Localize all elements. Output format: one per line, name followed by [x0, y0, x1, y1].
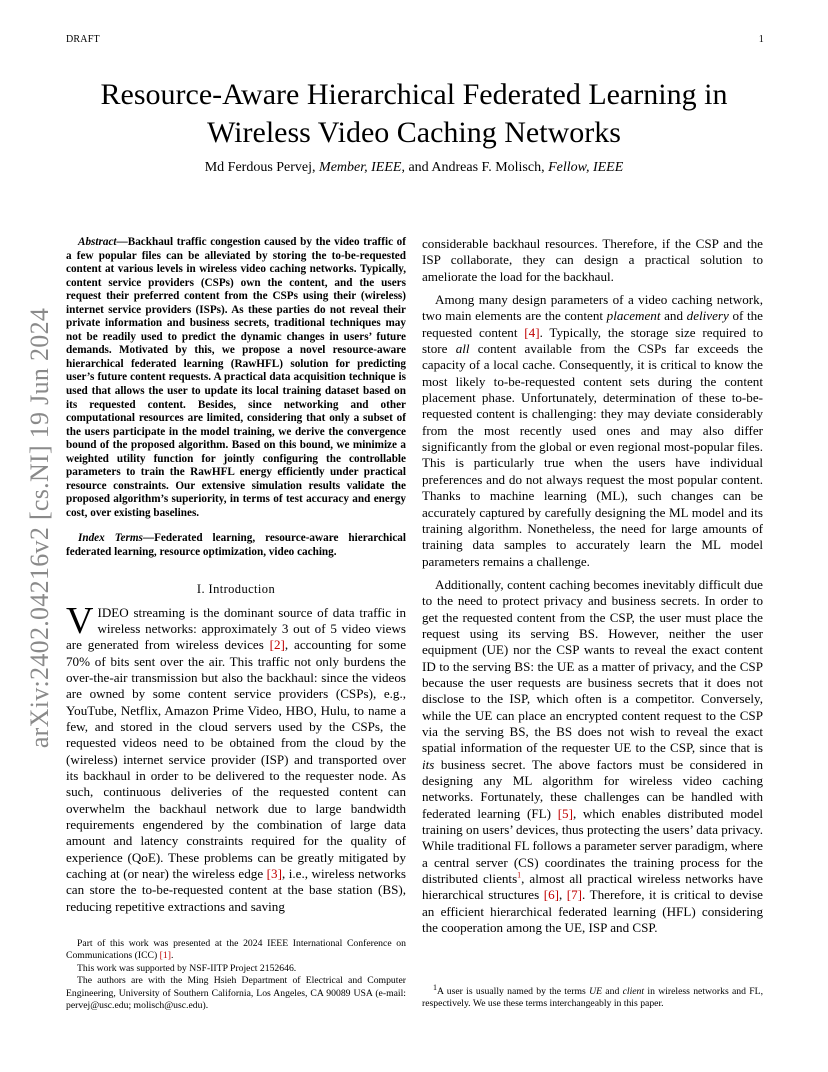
- footnote-affiliation: The authors are with the Ming Hsieh Department of Electrical and Computer Engineering, University of Southern California, Los Angeles, CA 90089 USA (e-mail: pervej@usc.edu; molisch@usc.edu).: [66, 975, 406, 1012]
- arxiv-stamp: [20, 300, 60, 756]
- fn1-b: and: [602, 986, 623, 997]
- rp1-b: of the requested content: [422, 308, 763, 340]
- title-line-1: Resource-Aware Hierarchical Federated Learning in: [100, 78, 728, 111]
- index-terms-label: Index Terms: [78, 532, 143, 545]
- abstract: [66, 236, 406, 520]
- fn1-c: in wireless networks and FL, respectively. We use these terms interchangeably in this paper.: [422, 986, 763, 1010]
- paper-title: [40, 76, 788, 152]
- fn1-a: A user is usually named by the terms: [437, 986, 590, 997]
- rp2-c: , which enables distributed model training on users’ devices, thus protecting the users’ data privacy. While traditional FL follows a parameter server paradigm, where a central server (CS) coordinates the training process for the distributed clients: [422, 805, 764, 887]
- abstract-label: Abstract: [78, 236, 117, 248]
- drop-cap: V: [66, 599, 94, 642]
- citation-1[interactable]: [1]: [159, 950, 171, 962]
- rp2-e: . Therefore, it is critical to devise an efficient hierarchical federated learning (HFL) considering the cooperation among the UE, ISP and CSP.: [422, 887, 763, 936]
- right-paragraph-0: considerable backhaul resources. Therefore, if the CSP and the ISP collaborate, they can design a practical solution to ameliorate the load for the backhaul.: [422, 236, 763, 284]
- footnote-marker-1[interactable]: 1: [517, 870, 522, 880]
- left-footnotes: [66, 938, 406, 1012]
- rp1-c: . Typically, the storage size required to store: [422, 324, 763, 357]
- right-paragraph-1: [422, 292, 763, 570]
- right-column: [422, 236, 763, 936]
- intro-text-c: , i.e., wireless networks can store the to-be-requested content at the base station (BS), reducing repetitive extractions and saving: [66, 866, 406, 914]
- citation-3[interactable]: [3]: [266, 866, 282, 882]
- citation-4[interactable]: [4]: [524, 324, 540, 340]
- author-separator: , and Andreas F. Molisch,: [401, 160, 545, 175]
- rp2-a: Additionally, content caching becomes inevitably difficult due to the need to protect privacy and business secrets. In order to get the requested content from the CSP, the user must place the request using its serving BS. However, neither the user equipment (UE) nor the CSP wants to reveal the exact content ID to the serving BS: the UE as a matter of privacy, and the CSP because the user requests are business secrets that it does not disclose to the ISP, which often is a competitor. Conversely, while the UE can place an encrypted content request to the CSP via the serving BS, the BS does not wish to reveal the exact spatial information of the requester UE to the CSP, since that is: [422, 576, 763, 756]
- rp1-delivery: delivery: [686, 308, 729, 324]
- right-footnote: [422, 982, 763, 1011]
- footnote-funding: This work was supported by NSF-IITP Project 2152646.: [77, 962, 297, 974]
- rp2-b: business secret. The above factors must be considered in designing any ML algorithm for wireless video caching networks. Fortunately, these challenges can be handled with federated learning (FL): [422, 756, 763, 821]
- running-header-left: DRAFT: [66, 34, 100, 45]
- footnote-icc-text: Part of this work was presented at the 2024 IEEE International Conference on Communications (ICC): [66, 938, 406, 962]
- title-line-2: Wireless Video Caching Networks: [207, 116, 621, 149]
- rp2-sep: ,: [558, 887, 567, 903]
- author-list: [40, 160, 788, 176]
- citation-7[interactable]: [7]: [566, 887, 583, 903]
- rp1-d: content available from the CSPs far exceeds the capacity of a local cache. Consequently, it is critical to know the most likely to-be-requested content sets during the content placement phase. Unfortunately, determination of these to-be-requested content is challenging: they may deviate considerably from the most recently used ones and may also differ significantly from the global or even regional most-popular files. This is particularly true when the users have individual preferences and do not always request the most popular content. Thanks to machine learning (ML), such changes can be accurately captured by carefully designing the ML model and its training algorithm. Nonetheless, the need for large amounts of training data samples to accurately learn the ML model parameters remains a challenge.: [422, 341, 763, 569]
- citation-6[interactable]: [6]: [543, 887, 559, 903]
- citation-5[interactable]: [5]: [557, 805, 573, 821]
- author-1-role: Member, IEEE: [319, 160, 402, 175]
- footnote-icc: [66, 938, 406, 963]
- intro-paragraph: [66, 599, 407, 916]
- rp2-d: , almost all practical wireless networks have hierarchical structures: [422, 871, 763, 903]
- fn1-ue: UE: [589, 986, 603, 997]
- index-terms-text: —Federated learning, resource-aware hierarchical federated learning, resource optimization, video caching.: [66, 532, 406, 559]
- fn1-client: client: [622, 986, 645, 997]
- rp1-and: and: [660, 308, 687, 324]
- section-heading: I. Introduction: [196, 581, 276, 596]
- rp1-all: all: [455, 341, 470, 357]
- intro-text-a: IDEO streaming is the dominant source of data traffic in wireless networks: approximately 3 out of 5 video views are generated from wireless devices: [66, 604, 406, 653]
- arxiv-stamp-text: arXiv:2402.04216v2 [cs.NI] 19 Jun 2024: [25, 307, 54, 749]
- footnote-icc-end: .: [170, 950, 174, 962]
- footnote-1: [422, 982, 763, 1011]
- page-number: 1: [758, 34, 764, 45]
- rp1-placement: placement: [606, 308, 661, 324]
- right-paragraph-2: [422, 577, 763, 937]
- intro-text-b: , accounting for some 70% of bits sent over the air. This traffic not only burdens the over-the-air transmission but also the backhaul: since the videos are owned by some content service providers (CSPs), e.g., YouTube, Netflix, Amazon Prime Video, HBO, Hulu, to name a few, and stored in the cloud servers used by the CSPs, the requested videos need to be obtained from the cloud by the (wireless) internet service provider (ISP) and transported over its backhaul in order to be delivered to the requester node. As such, continuous deliveries of the requested content can overwhelm the backhaul network due to large bandwidth requirements engendered by the combination of large data amount and latency constraints required for the quality of experience (QoE). These problems can be greatly mitigated by caching at (or near) the wireless edge: [66, 637, 407, 882]
- rp1-a: Among many design parameters of a video caching network, two main elements are the content: [422, 292, 763, 324]
- rp2-its: its: [422, 756, 435, 772]
- author-2-role: Fellow, IEEE: [548, 160, 624, 175]
- citation-2[interactable]: [2]: [269, 637, 285, 653]
- index-terms: [66, 532, 406, 559]
- author-1: Md Ferdous Pervej,: [204, 160, 316, 175]
- left-column: [66, 236, 406, 915]
- abstract-text: —Backhaul traffic congestion caused by the video traffic of a few popular files can be alleviated by storing the to-be-requested content at various levels in wireless video caching networks. Typically, content service providers (CSPs) own the content, and the users request their preferred content from the CSPs using their (wireless) internet service providers (ISPs). As these parties do not reveal their private information and business secrets, traditional techniques may not be readily used to predict the dynamic changes in users’ future demands. Motivated by this, we propose a novel resource-aware hierarchical federated learning (RawHFL) solution for predicting user’s future content requests. A practical data acquisition technique is used that allows the user to update its local training dataset based on its requested content. Besides, since networking and other computational resources are limited, considering that only a subset of the users participate in the model training, we derive the convergence bound of the proposed algorithm. Based on this bound, we minimize a weighted utility function for jointly configuring the controllable parameters to train the RawHFL energy efficiently under practical resource constraints. Our extensive simulation results validate the proposed algorithm’s superiority, in terms of test accuracy and energy cost, over existing baselines.: [66, 236, 406, 519]
- footnote-1-marker: 1: [433, 982, 437, 992]
